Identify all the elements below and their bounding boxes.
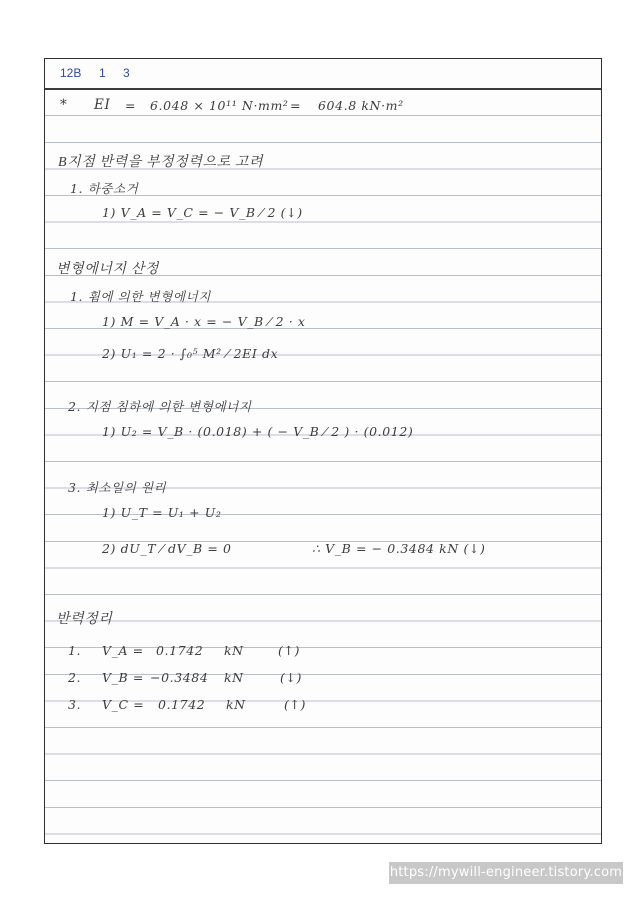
reaction-name: V_A = [102,643,144,658]
step-least-work: 3. 최소일의 원리 [68,480,167,495]
formula-derivative: 2) dU_T ⁄ dV_B = 0 [102,541,232,556]
ei-equals-2: = [290,98,302,113]
step-bending-energy: 1. 휨에 의한 변형에너지 [70,289,211,304]
formula-u1: 2) U₁ = 2 · ∫₀⁵ M² ⁄ 2EI dx [102,346,279,361]
header-col-3: 3 [123,66,130,80]
reaction-value: 0.1742 [158,697,206,712]
ei-value-nmm: 6.048 × 10¹¹ N·mm² [150,98,289,113]
reaction-name: V_C = [102,697,145,712]
ei-equals: = [125,98,137,113]
reaction-direction: (↑) [284,697,307,712]
formula-va-vc: 1) V_A = V_C = − V_B ⁄ 2 (↓) [102,205,303,220]
step-settlement-energy: 2. 지점 침하에 의한 변형에너지 [68,399,252,414]
ei-bullet: * [60,97,68,113]
ei-value-knm: 604.8 kN·m² [318,98,404,113]
note-sheet [44,58,602,844]
reaction-num: 2. [68,670,82,685]
section-title-redundant: B지점 반력을 부정정력으로 고려 [58,155,264,170]
ei-label: EI [94,97,111,113]
formula-u2: 1) U₂ = V_B · (0.018) + ( − V_B ⁄ 2 ) · (0.012) [102,424,414,439]
reaction-direction: (↑) [278,643,301,658]
header-rule [45,88,601,90]
reaction-value: −0.3484 [150,670,209,685]
reaction-unit: kN [226,697,246,712]
step-load-removal: 1. 하중소거 [70,181,139,196]
reaction-unit: kN [224,643,244,658]
reaction-name: V_B = [102,670,144,685]
reaction-num: 1. [68,643,82,658]
section-title-reactions: 반력정리 [56,612,113,627]
reaction-num: 3. [68,697,82,712]
reaction-direction: (↓) [280,670,303,685]
reaction-value: 0.1742 [156,643,204,658]
page-code: 12B [60,66,82,80]
result-vb: ∴ V_B = − 0.3484 kN (↓) [312,541,486,556]
watermark-url: https://mywill-engineer.tistory.com [389,862,623,884]
section-title-strain-energy: 변형에너지 산정 [56,262,159,277]
formula-moment: 1) M = V_A · x = − V_B ⁄ 2 · x [102,314,306,329]
header-col-2: 1 [99,66,106,80]
formula-ut: 1) U_T = U₁ + U₂ [102,505,222,520]
reaction-unit: kN [224,670,244,685]
